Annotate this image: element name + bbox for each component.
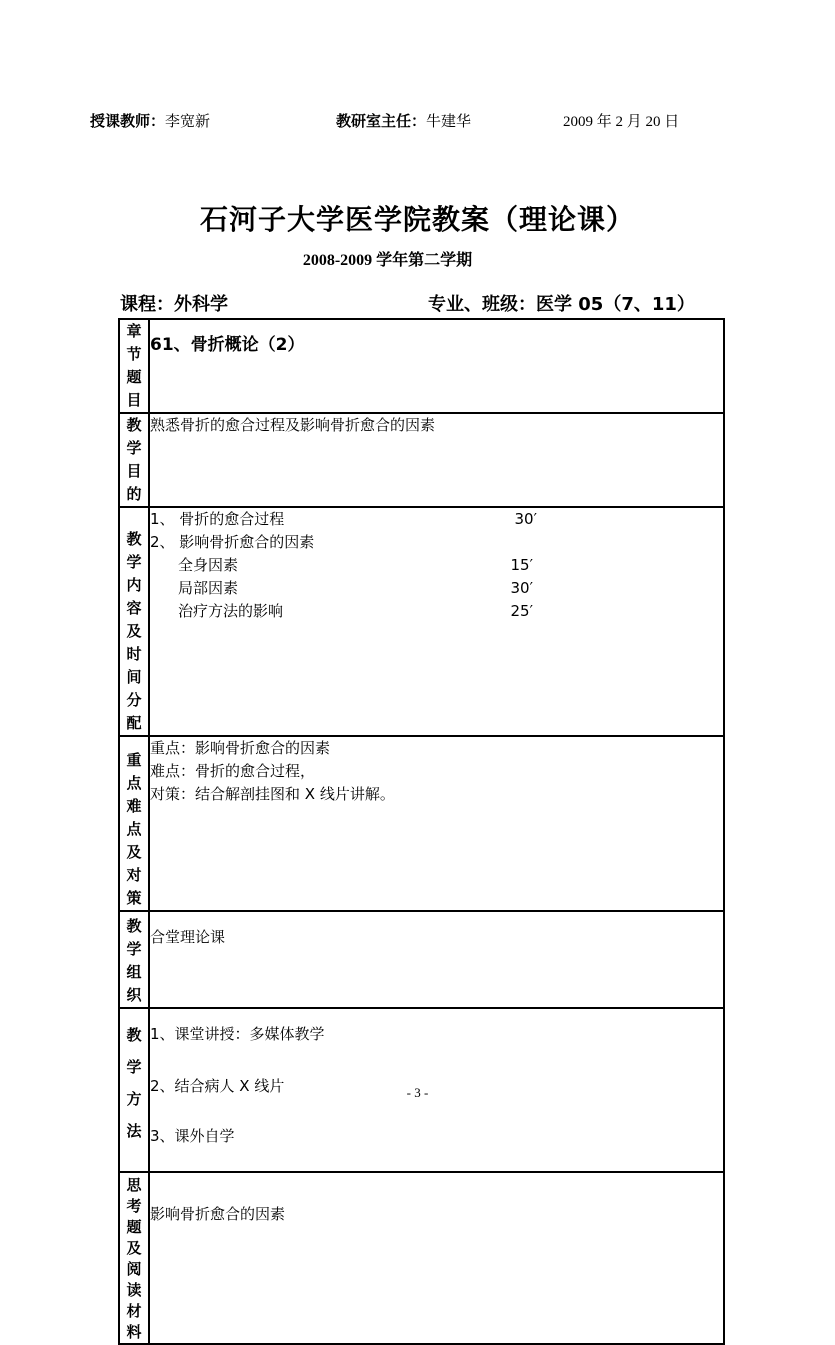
value-key-points: 重点：影响骨折愈合的因素 难点：骨折的愈合过程， 对策：结合解剖挂图和 X 线片讲解。 [149, 736, 724, 911]
table-row-content [119, 507, 724, 736]
page-title: 石河子大学医学院教案（理论课） [199, 203, 635, 236]
page-number: - 3 - [406, 1085, 429, 1100]
table-row-topic [119, 319, 724, 413]
table-row-reading [119, 1172, 724, 1344]
chapter-title: 61、骨折概论（2） [150, 335, 305, 355]
director-label: 教研室主任： [336, 112, 427, 130]
value-topic [149, 319, 724, 413]
teacher-label: 授课教师： [90, 112, 166, 130]
content-line: 2、 影响骨折愈合的因素 [150, 533, 315, 551]
director-info [336, 110, 471, 131]
table-row-goal [119, 413, 724, 507]
label-organization: 教学 组织 [119, 911, 149, 1008]
value-content [149, 507, 724, 736]
content-line: 局部因素 30′ [178, 579, 533, 597]
value-reading: 影响骨折愈合的因素 [149, 1172, 724, 1344]
label-key-points: 重点 难点 及 对策 [119, 736, 149, 911]
table-row-key-points [119, 736, 724, 911]
value-organization: 合堂理论课 [149, 911, 724, 1008]
label-content: 教学 内容 及 时间 分配 [119, 507, 149, 736]
value-goal: 熟悉骨折的愈合过程及影响骨折愈合的因素 [149, 413, 724, 507]
teacher-info [90, 110, 210, 131]
course-label: 课程：外科学 [120, 294, 228, 315]
value-method: 1、课堂讲授：多媒体教学 2、结合病人 X 线片 3、课外自学 [149, 1008, 724, 1172]
table-row-organization [119, 911, 724, 1008]
header-date: 2009 年 2 月 20 日 [563, 114, 680, 130]
content-line: 全身因素 15′ [178, 556, 533, 574]
director-name: 牛建华 [426, 112, 472, 130]
content-line: 治疗方法的影响 25′ [178, 602, 533, 620]
major-class-label: 专业、班级：医学 05（7、11） [428, 294, 695, 315]
content-line: 1、 骨折的愈合过程 30′ [150, 510, 537, 528]
label-method: 教学 方法 [119, 1008, 149, 1172]
label-topic: 章节 题目 [119, 319, 149, 413]
page-subtitle: 2008-2009 学年第二学期 [302, 252, 473, 269]
teacher-name: 李宽新 [165, 112, 211, 130]
label-reading: 思考 题及 阅读 材料 [119, 1172, 149, 1344]
label-goal: 教学 目的 [119, 413, 149, 507]
lesson-plan-table [118, 318, 725, 1345]
